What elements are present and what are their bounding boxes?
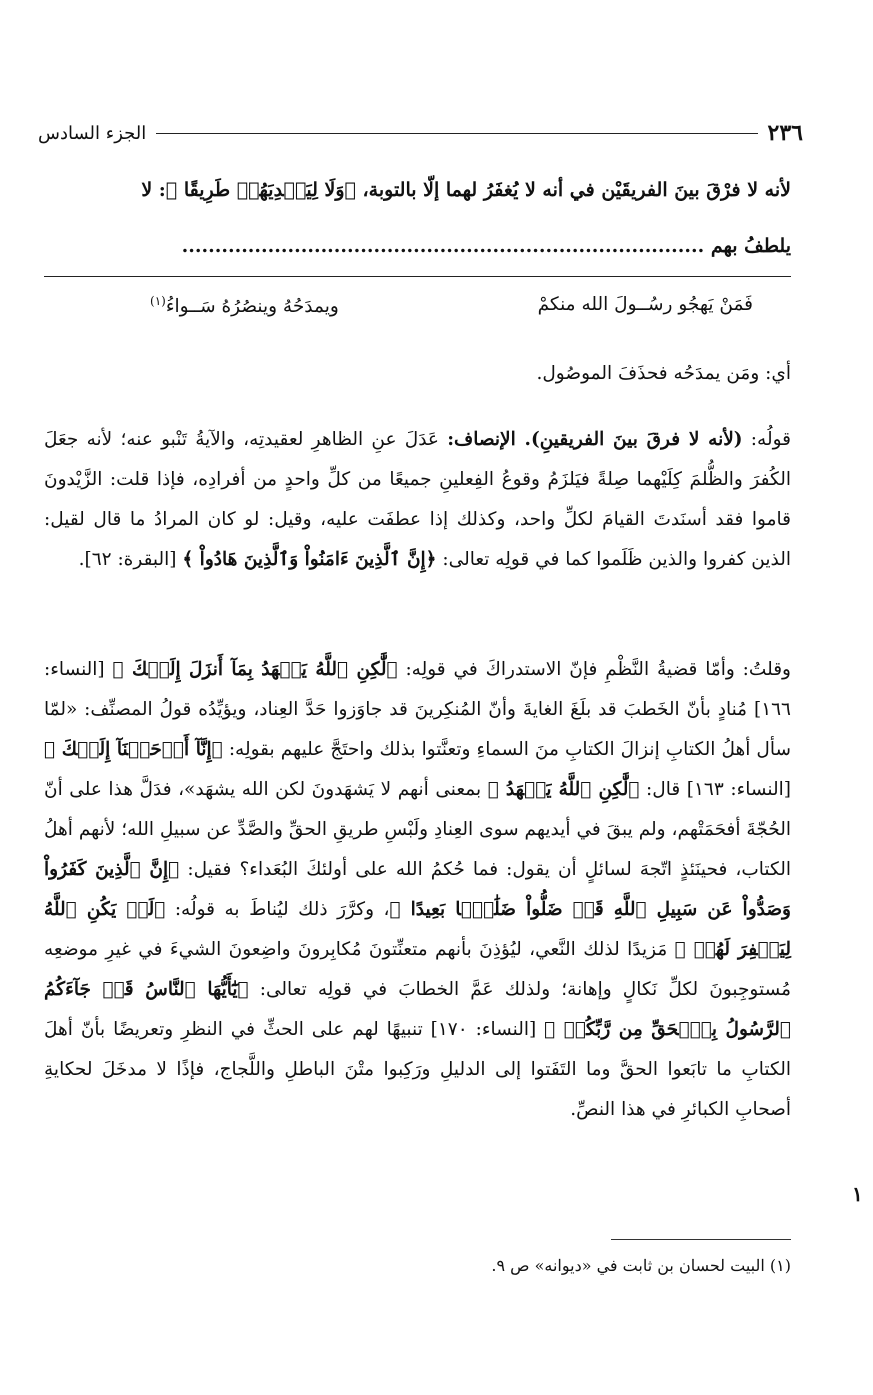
verse-hemistich-2 — [150, 294, 339, 330]
poetry-verse — [150, 294, 753, 330]
commentary-text: يلطفُ بهم — [710, 235, 791, 257]
paragraph-text: [النساء: ١٧٠] تنبيهًا لهم على الحثِّ في النظرِ وتعريضًا بأنّ أهلَ الكتابِ ما تابَعوا الحقَّ وما التَفَتوا إلى الدليلِ ورَكِبوا متْنَ الباطلِ واللَّجاج، فإذًا لا مدخَلَ لحكايةِ أصحابِ الكبائرِ في هذا النصِّ. — [44, 1019, 791, 1120]
quran-quote: ﴿لَمۡ يَكُنِ ٱللَّهُ لِيَغۡفِرَ لَهُمۡ ﴾ — [44, 899, 791, 960]
citation: [البقرة: ٦٢]. — [78, 549, 183, 570]
hemistich-text: ويمدَحُهُ وينصُرُهُ سَــواءُ — [165, 296, 339, 318]
header-rule — [156, 133, 757, 134]
paragraph-ellipsis: أي: ومَن يمدَحُه فحذَفَ الموصُول. — [536, 363, 791, 384]
footnote: (١) البيت لحسان بن ثابت في «ديوانه» ص ٩. — [491, 1256, 791, 1275]
quran-quote: ﴿لَّٰكِنِ ٱللَّهُ يَشۡهَدُ ﴾ — [487, 779, 640, 800]
margin-mark: ١ — [852, 1182, 863, 1206]
paragraph-text: وقلتُ: وأمّا قضيةُ النَّظْمِ فإنّ الاستدراكَ في قولِه: — [397, 659, 791, 680]
paragraph-text: [النساء: ١٦٣] قال: — [639, 779, 791, 800]
paragraph-qultu — [44, 650, 791, 1130]
verse-hemistich-1: فَمَنْ يَهجُو رسُــولَ الله منكمْ — [537, 294, 753, 315]
commentary-separator — [44, 276, 791, 277]
paragraph-text: مَزيدًا لذلك النَّعي، ليُؤذِنَ بأنهم متعنِّتونَ مُكابِرونَ واضِعونَ الشيءَ في غيرِ موضعِه مُستوجِبونَ لكلِّ نَكالٍ وإهانة؛ ولذلك عَمَّ الخطابَ في قولِه تعالى: — [44, 939, 791, 1000]
paragraph-text: بمعنى أنهم لا يَشهَدونَ لكن الله يشهَد»، فدَلَّ هذا على أنّ الحُجّةَ أفحَمَتْهم، ولم يبقَ في أيديهم سوى العِنادِ ولَبْسِ طريقِ الحقِّ والصَّدِّ عن سبيلِ الله؛ لأنهم أهلُ الكتاب، فحينَئذٍ اتّجهَ لسائلٍ أن يقول: فما حُكمُ الله على أولئكَ البُعَداء؟ فقيل: — [44, 779, 791, 880]
running-head — [38, 118, 803, 148]
paragraph-insaf — [44, 420, 791, 580]
quran-quote: ﴿يَٰٓأَيُّهَا ٱلنَّاسُ قَدۡ جَآءَكُمُ ٱلرَّسُولُ بِٱلۡحَقِّ مِن رَّبِّكُمۡ ﴾ — [44, 979, 791, 1040]
commentary-text: لأنه لا فرْقَ بينَ الفريقَيْن في أنه لا يُغفَرُ لهما إلّا بالتوبة، — [355, 179, 791, 201]
quran-quote: ﴿إِنَّآ أَوۡحَيۡنَآ إِلَيۡكَ ﴾ — [44, 739, 223, 760]
paragraph-text: عَدَلَ عنِ الظاهرِ لعقيدتِه، والآيةُ تَنْبو عنه؛ لأنه جعَلَ الكُفرَ والظُّلمَ كِلَيْهما صِلةً فيَلزَمُ وقوعُ الفِعلينِ جميعًا من كلِّ واحدٍ من أفرادِه، فإذا قلت: الزَّيْدونَ قاموا فقد أسنَدتَ القيامَ لكلِّ واحد، وكذلك إذا عطفَت عليه، وقيل: لو كان المرادُ ما قال لقيل: الذين كفروا والذين ظَلَموا كما في قولِه تعالى: — [44, 429, 791, 570]
volume-label: الجزء السادس — [38, 122, 147, 144]
quran-quote: ﴿لَّٰكِنِ ٱللَّهُ يَشۡهَدُ بِمَآ أَنزَلَ إِلَيۡكَ ﴾ — [112, 659, 398, 680]
footnote-marker: (١) — [150, 294, 166, 308]
quran-quote: ﴿إِنَّ ٱلَّذِينَ ءَامَنُواْ وَٱلَّذِينَ هَادُواْ ﴾ — [182, 549, 437, 570]
paragraph-text: قولُه: — [742, 429, 791, 450]
dot-leader: ............................................................................... — [181, 235, 705, 257]
page-number: ٢٣٦ — [767, 120, 803, 146]
commentary-line-1 — [44, 170, 791, 210]
footnote-separator — [611, 1239, 791, 1240]
paragraph-text: ، وكرَّرَ ذلك ليُناطَ به قولُه: — [165, 899, 390, 920]
commentary-line-2 — [44, 226, 791, 266]
quran-quote: ﴿إِنَّ ٱلَّذِينَ كَفَرُواْ وَصَدُّواْ عَن سَبِيلِ ٱللَّهِ قَدۡ ضَلُّواْ ضَلَٰلَۢا بَعِيدًا ﴾ — [44, 859, 791, 920]
quran-quote: ﴿وَلَا لِيَهۡدِيَهُمۡ طَرِيقًا ﴾ — [165, 179, 356, 201]
lemma-quote: (لأنه لا فرقَ بينَ الفريقينِ). الإنصاف: — [447, 429, 743, 450]
commentary-text: : لا — [141, 179, 166, 201]
paragraph-text: [النساء: ١٦٦] مُنادٍ بأنّ الخَطبَ قد بلَغَ الغايةَ وأنّ المُنكِرينَ قد جاوَزوا حَدَّ العِناد، ويؤيِّدُه قولُ المصنِّف: «لمّا سأل أهلُ الكتابِ إنزالَ الكتابِ منَ السماءِ وتعنَّتوا بذلك واحتَجَّ عليهم بقولِه: — [44, 659, 791, 760]
